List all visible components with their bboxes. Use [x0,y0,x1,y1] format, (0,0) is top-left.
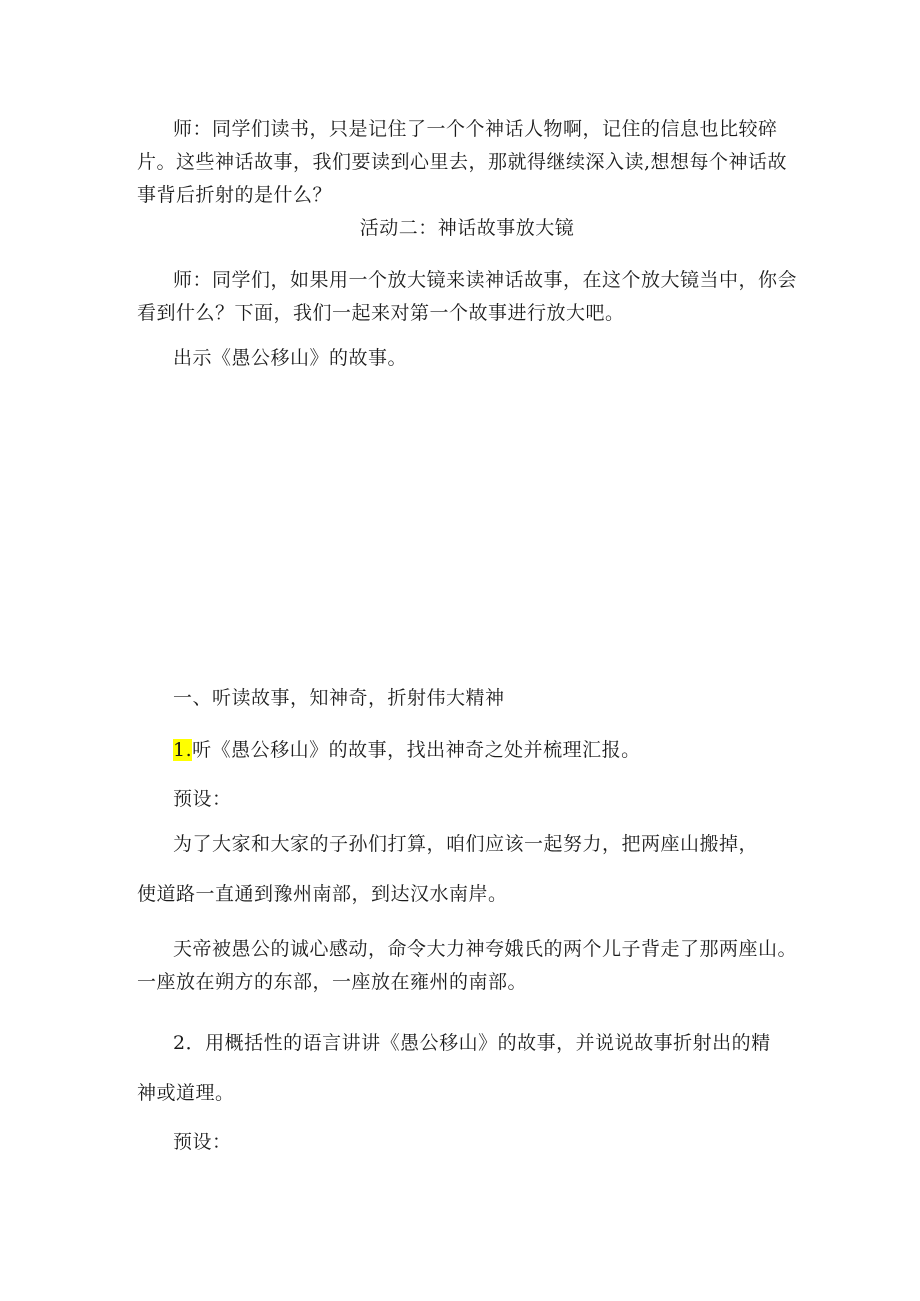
preset-paragraph-b: 使道路一直通到豫州南部，到达汉水南岸。 [137,883,508,905]
preset-paragraph-2: 天帝被愚公的诚心感动，命令大力神夸娥氏的两个儿子背走了那两座山。一座放在朔方的东部，一座放在雍州的南部。 [137,938,798,993]
show-story-paragraph: 出示《愚公移山》的故事。 [173,347,408,369]
preset-label-2: 预设： [173,1131,232,1153]
preset-paragraph-a: 为了大家和大家的子孙们打算，咱们应该一起努力，把两座山搬掉， [173,833,759,855]
list-item-2-continuation: 神或道理。 [137,1082,235,1104]
preset-label-1: 预设： [173,788,232,810]
list-item-1 [137,734,797,767]
item-number-highlight: 1. [173,739,193,761]
activity-heading: 活动二：神话故事放大镜 [359,217,575,239]
item-1-text: 听《愚公移山》的故事，找出神奇之处并梳理汇报。 [192,739,641,761]
section-heading-1: 一、听读故事，知神奇，折射伟大精神 [173,687,505,709]
list-item-2: 2．用概括性的语言讲讲《愚公移山》的故事，并说说故事折射出的精 [173,1032,771,1054]
teacher-paragraph-1: 师：同学们读书，只是记住了一个个神话人物啊，记住的信息也比较碎片。这些神话故事，我们要读到心里去，那就得继续深入读,想想每个神话故事背后折射的是什么？ [137,118,788,206]
teacher-paragraph-2: 师：同学们，如果用一个放大镜来读神话故事，在这个放大镜当中，你会看到什么？下面，我们一起来对第一个故事进行放大吧。 [137,269,798,324]
